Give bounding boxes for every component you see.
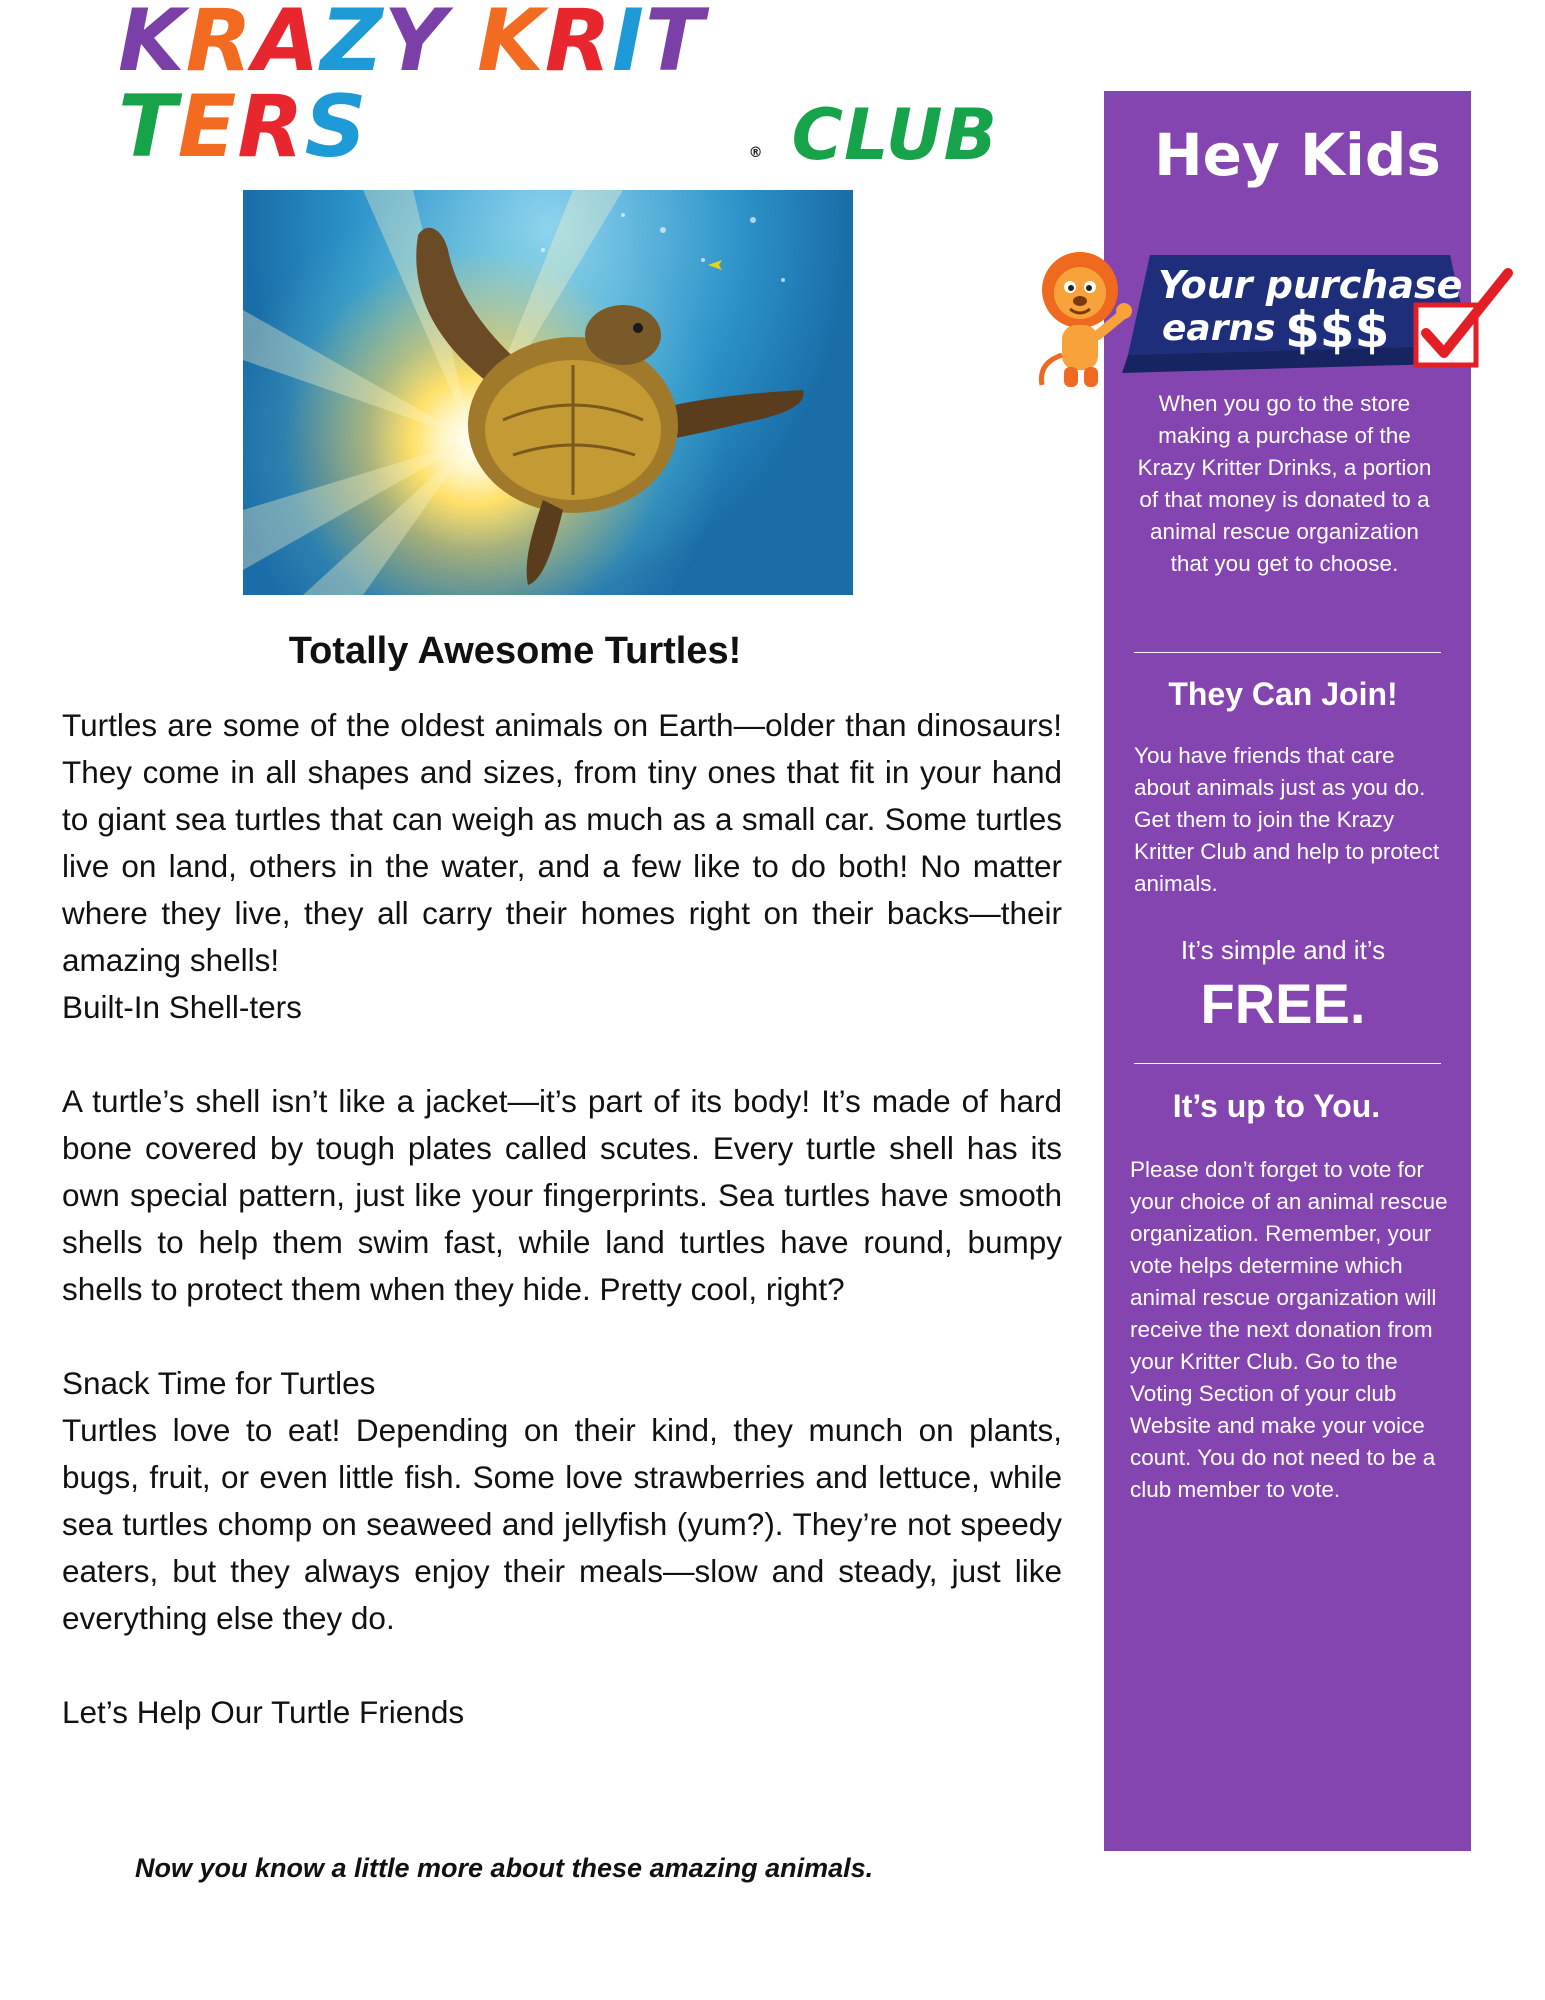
vote-heading: It’s up to You. bbox=[1172, 1088, 1381, 1124]
spacer bbox=[62, 1642, 1062, 1689]
article-title: Totally Awesome Turtles! bbox=[288, 630, 742, 672]
registered-mark: ® bbox=[748, 145, 764, 161]
lion-mascot-icon bbox=[1030, 245, 1150, 395]
purchase-earns-badge bbox=[1030, 245, 1530, 395]
logo-letter: T bbox=[118, 77, 178, 177]
section-heading-shell-ters: Built-In Shell-ters bbox=[62, 989, 302, 1025]
logo-letter: Y bbox=[383, 0, 448, 91]
join-heading: They Can Join! bbox=[1168, 676, 1398, 712]
sea-turtle-photo bbox=[243, 190, 853, 595]
join-text: You have friends that care about animals just as you do. Get them to join the Krazy Kritter Club and help to protect animals. bbox=[1134, 743, 1440, 896]
spacer bbox=[62, 1313, 1062, 1360]
logo-letter: R bbox=[185, 0, 253, 91]
divider bbox=[1134, 652, 1441, 653]
section-heading-snack-time: Snack Time for Turtles bbox=[62, 1365, 376, 1401]
logo-letter: A bbox=[252, 0, 321, 91]
badge-amount: $$$ bbox=[1285, 301, 1390, 359]
section-heading-help-turtles: Let’s Help Our Turtle Friends bbox=[62, 1694, 465, 1730]
closing-line: Now you know a little more about these amazing animals. bbox=[135, 1853, 874, 1883]
logo-letter: Z bbox=[320, 0, 384, 91]
logo-wordmark bbox=[118, 0, 747, 177]
sidebar-title: Hey Kids bbox=[1154, 121, 1441, 189]
logo-letter: I bbox=[611, 0, 645, 91]
logo-letter: E bbox=[177, 77, 238, 177]
sea-turtle-illustration bbox=[243, 190, 853, 595]
spacer bbox=[62, 1031, 1062, 1078]
badge-line-1: Your purchase bbox=[1158, 263, 1463, 307]
purchase-info-text: When you go to the store making a purchase of the Krazy Kritter Drinks, a portion of that money is donated to a animal rescue organization that you get to choose. bbox=[1137, 391, 1432, 576]
article-body bbox=[62, 702, 1062, 1736]
snack-paragraph: Turtles love to eat! Depending on their kind, they munch on plants, bugs, fruit, or even little fish. Some love strawberries and lettuce, while sea turtles chomp on seaweed and jellyfish (yum?). They’re not speedy eaters, but they always enjoy their meals—slow and steady, just like everything else they do. bbox=[62, 1412, 1062, 1636]
badge-line-2: earns bbox=[1162, 308, 1276, 349]
intro-paragraph: Turtles are some of the oldest animals on Earth—older than dinosaurs! They come in all shapes and sizes, from tiny ones that fit in your hand to giant sea turtles that can weigh as much as a small car. Some turtles live on land, others in the water, and a few like to do both! No matter where they live, they all carry their homes right on their backs—their amazing shells! bbox=[62, 707, 1062, 978]
free-text: FREE. bbox=[1200, 972, 1366, 1035]
logo-club-text: CLUB bbox=[791, 94, 998, 176]
krazy-kritters-club-logo bbox=[118, 0, 998, 177]
logo-letter: R bbox=[544, 0, 612, 91]
logo-letter: S bbox=[304, 77, 368, 177]
logo-letter: K bbox=[118, 0, 186, 91]
vote-text: Please don’t forget to vote for your choice of an animal rescue organization. Remember, your vote helps determine which animal rescue organization will receive the next donation from your Kritter Club. Go to the Voting Section of your club Website and make your voice count. You do not need to be a club member to vote. bbox=[1130, 1157, 1448, 1502]
logo-letter: R bbox=[237, 77, 305, 177]
divider bbox=[1134, 1063, 1441, 1064]
logo-letter: K bbox=[477, 0, 545, 91]
shell-paragraph: A turtle’s shell isn’t like a jacket—it’s part of its body! It’s made of hard bone covered by tough plates called scutes. Every turtle shell has its own special pattern, just like your fingerprints. Sea turtles have smooth shells to help them swim fast, while land turtles have round, bumpy shells to protect them when they hide. Pretty cool, right? bbox=[62, 1083, 1062, 1307]
simple-text: It’s simple and it’s bbox=[1180, 935, 1386, 965]
logo-letter: T bbox=[644, 0, 705, 91]
